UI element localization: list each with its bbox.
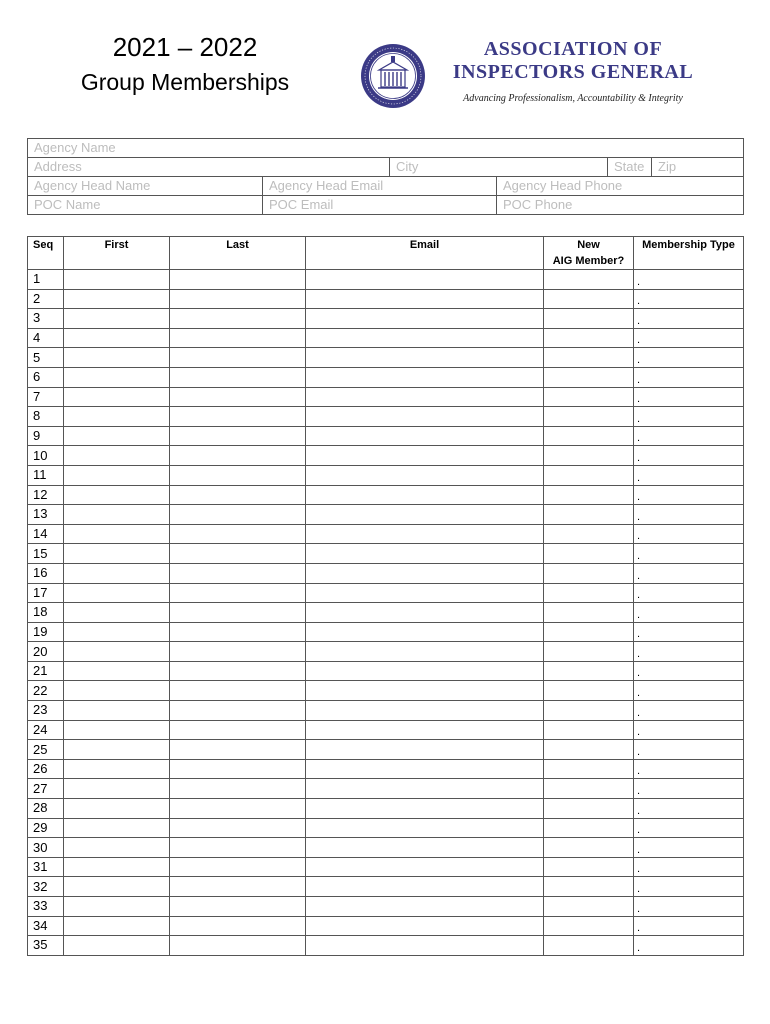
email-cell[interactable]: [306, 916, 544, 936]
membership-type-cell[interactable]: .: [634, 838, 744, 858]
first-name-cell[interactable]: [64, 701, 170, 721]
last-name-cell[interactable]: [170, 642, 306, 662]
last-name-cell[interactable]: [170, 603, 306, 623]
seq-cell: 17: [28, 583, 64, 603]
membership-type-cell[interactable]: .: [634, 857, 744, 877]
seq-cell: 2: [28, 289, 64, 309]
table-row: [28, 779, 744, 799]
first-name-cell[interactable]: [64, 857, 170, 877]
column-header-first: First: [64, 237, 170, 270]
table-row: [28, 426, 744, 446]
first-name-cell[interactable]: [64, 465, 170, 485]
table-header-row: [28, 237, 744, 270]
email-cell[interactable]: [306, 544, 544, 564]
seal-icon: [360, 43, 426, 109]
new-member-cell[interactable]: [544, 563, 634, 583]
new-member-cell[interactable]: [544, 857, 634, 877]
new-member-cell[interactable]: [544, 270, 634, 290]
first-name-cell[interactable]: [64, 877, 170, 897]
seq-cell: 28: [28, 799, 64, 819]
table-row: [28, 740, 744, 760]
new-member-cell[interactable]: [544, 348, 634, 368]
last-name-cell[interactable]: [170, 897, 306, 917]
seq-cell: 6: [28, 367, 64, 387]
email-cell[interactable]: [306, 465, 544, 485]
last-name-cell[interactable]: [170, 701, 306, 721]
new-member-cell[interactable]: [544, 603, 634, 623]
seq-cell: 11: [28, 465, 64, 485]
table-row: [28, 328, 744, 348]
new-member-cell[interactable]: [544, 465, 634, 485]
first-name-cell[interactable]: [64, 505, 170, 525]
seq-cell: 25: [28, 740, 64, 760]
new-member-cell[interactable]: [544, 897, 634, 917]
new-member-cell[interactable]: [544, 583, 634, 603]
seq-cell: 18: [28, 603, 64, 623]
table-row: [28, 485, 744, 505]
seq-cell: 15: [28, 544, 64, 564]
poc-name-field[interactable]: POC Name: [28, 196, 263, 215]
membership-type-cell[interactable]: .: [634, 270, 744, 290]
seq-cell: 31: [28, 857, 64, 877]
email-cell[interactable]: [306, 720, 544, 740]
membership-type-cell[interactable]: .: [634, 426, 744, 446]
membership-type-cell[interactable]: .: [634, 309, 744, 329]
email-cell[interactable]: [306, 426, 544, 446]
seq-cell: 3: [28, 309, 64, 329]
last-name-cell[interactable]: [170, 838, 306, 858]
org-name-line2: INSPECTORS GENERAL: [452, 61, 694, 83]
new-member-cell[interactable]: [544, 426, 634, 446]
membership-type-cell[interactable]: .: [634, 603, 744, 623]
email-cell[interactable]: [306, 485, 544, 505]
membership-type-cell[interactable]: .: [634, 407, 744, 427]
table-row: [28, 563, 744, 583]
last-name-cell[interactable]: [170, 857, 306, 877]
new-member-cell[interactable]: [544, 701, 634, 721]
email-cell[interactable]: [306, 505, 544, 525]
table-row: [28, 681, 744, 701]
city-field[interactable]: City: [390, 158, 608, 177]
membership-type-cell[interactable]: .: [634, 661, 744, 681]
table-row: [28, 936, 744, 956]
email-cell[interactable]: [306, 387, 544, 407]
email-cell[interactable]: [306, 818, 544, 838]
new-member-cell[interactable]: [544, 309, 634, 329]
table-row: [28, 524, 744, 544]
membership-type-cell[interactable]: .: [634, 818, 744, 838]
last-name-cell[interactable]: [170, 446, 306, 466]
last-name-cell[interactable]: [170, 622, 306, 642]
first-name-cell[interactable]: [64, 426, 170, 446]
membership-type-cell[interactable]: .: [634, 485, 744, 505]
last-name-cell[interactable]: [170, 309, 306, 329]
email-cell[interactable]: [306, 740, 544, 760]
agency-head-name-field[interactable]: Agency Head Name: [28, 177, 263, 196]
new-member-cell[interactable]: [544, 446, 634, 466]
first-name-cell[interactable]: [64, 720, 170, 740]
email-cell[interactable]: [306, 563, 544, 583]
last-name-cell[interactable]: [170, 387, 306, 407]
agency-head-email-field[interactable]: Agency Head Email: [263, 177, 497, 196]
email-cell[interactable]: [306, 348, 544, 368]
email-cell[interactable]: [306, 779, 544, 799]
seq-cell: 20: [28, 642, 64, 662]
last-name-cell[interactable]: [170, 407, 306, 427]
first-name-cell[interactable]: [64, 603, 170, 623]
new-member-cell[interactable]: [544, 622, 634, 642]
table-row: [28, 603, 744, 623]
last-name-cell[interactable]: [170, 367, 306, 387]
first-name-cell[interactable]: [64, 759, 170, 779]
last-name-cell[interactable]: [170, 270, 306, 290]
seq-cell: 4: [28, 328, 64, 348]
organization-logo: [443, 38, 703, 104]
membership-type-cell[interactable]: .: [634, 916, 744, 936]
membership-type-cell[interactable]: .: [634, 720, 744, 740]
seq-cell: 1: [28, 270, 64, 290]
first-name-cell[interactable]: [64, 348, 170, 368]
new-member-cell[interactable]: [544, 485, 634, 505]
table-row: [28, 348, 744, 368]
table-row: [28, 544, 744, 564]
table-row: [28, 446, 744, 466]
new-member-cell[interactable]: [544, 818, 634, 838]
table-row: [28, 916, 744, 936]
membership-type-cell[interactable]: .: [634, 936, 744, 956]
seq-cell: 24: [28, 720, 64, 740]
new-member-cell[interactable]: [544, 720, 634, 740]
new-member-cell[interactable]: [544, 799, 634, 819]
email-cell[interactable]: [306, 583, 544, 603]
membership-type-cell[interactable]: .: [634, 622, 744, 642]
table-row: [28, 367, 744, 387]
first-name-cell[interactable]: [64, 681, 170, 701]
last-name-cell[interactable]: [170, 524, 306, 544]
email-cell[interactable]: [306, 367, 544, 387]
first-name-cell[interactable]: [64, 818, 170, 838]
title-year: 2021 – 2022: [112, 32, 258, 62]
first-name-cell[interactable]: [64, 387, 170, 407]
email-cell[interactable]: [306, 877, 544, 897]
email-cell[interactable]: [306, 270, 544, 290]
membership-type-cell[interactable]: .: [634, 642, 744, 662]
seq-cell: 27: [28, 779, 64, 799]
membership-type-cell[interactable]: .: [634, 740, 744, 760]
membership-type-cell[interactable]: .: [634, 544, 744, 564]
seq-cell: 5: [28, 348, 64, 368]
last-name-cell[interactable]: [170, 779, 306, 799]
new-member-cell[interactable]: [544, 407, 634, 427]
seq-cell: 8: [28, 407, 64, 427]
table-row: [28, 661, 744, 681]
table-row: [28, 505, 744, 525]
address-field[interactable]: Address: [28, 158, 390, 177]
seq-cell: 21: [28, 661, 64, 681]
first-name-cell[interactable]: [64, 622, 170, 642]
seq-cell: 16: [28, 563, 64, 583]
membership-type-cell[interactable]: .: [634, 465, 744, 485]
new-member-cell[interactable]: [544, 838, 634, 858]
last-name-cell[interactable]: [170, 505, 306, 525]
page-title: [40, 30, 330, 98]
membership-type-cell[interactable]: .: [634, 328, 744, 348]
new-member-cell[interactable]: [544, 877, 634, 897]
last-name-cell[interactable]: [170, 289, 306, 309]
last-name-cell[interactable]: [170, 583, 306, 603]
email-cell[interactable]: [306, 289, 544, 309]
first-name-cell[interactable]: [64, 524, 170, 544]
table-row: [28, 877, 744, 897]
org-name-line1: ASSOCIATION OF: [483, 38, 663, 60]
first-name-cell[interactable]: [64, 407, 170, 427]
first-name-cell[interactable]: [64, 740, 170, 760]
first-name-cell[interactable]: [64, 661, 170, 681]
email-cell[interactable]: [306, 446, 544, 466]
table-row: [28, 622, 744, 642]
membership-type-cell[interactable]: .: [634, 524, 744, 544]
last-name-cell[interactable]: [170, 485, 306, 505]
table-row: [28, 759, 744, 779]
seq-cell: 34: [28, 916, 64, 936]
email-cell[interactable]: [306, 309, 544, 329]
last-name-cell[interactable]: [170, 544, 306, 564]
membership-type-cell[interactable]: .: [634, 348, 744, 368]
table-row: [28, 387, 744, 407]
email-cell[interactable]: [306, 838, 544, 858]
membership-type-cell[interactable]: .: [634, 563, 744, 583]
first-name-cell[interactable]: [64, 446, 170, 466]
table-row: [28, 720, 744, 740]
table-row: [28, 838, 744, 858]
first-name-cell[interactable]: [64, 642, 170, 662]
last-name-cell[interactable]: [170, 661, 306, 681]
last-name-cell[interactable]: [170, 465, 306, 485]
table-row: [28, 799, 744, 819]
table-row: [28, 857, 744, 877]
last-name-cell[interactable]: [170, 916, 306, 936]
seq-cell: 30: [28, 838, 64, 858]
email-cell[interactable]: [306, 936, 544, 956]
last-name-cell[interactable]: [170, 328, 306, 348]
last-name-cell[interactable]: [170, 877, 306, 897]
first-name-cell[interactable]: [64, 270, 170, 290]
email-cell[interactable]: [306, 622, 544, 642]
first-name-cell[interactable]: [64, 936, 170, 956]
new-member-cell[interactable]: [544, 289, 634, 309]
email-cell[interactable]: [306, 897, 544, 917]
seq-cell: 10: [28, 446, 64, 466]
table-row: [28, 583, 744, 603]
seq-cell: 19: [28, 622, 64, 642]
org-tagline: Advancing Professionalism, Accountability & Integrity: [463, 93, 683, 104]
first-name-cell[interactable]: [64, 563, 170, 583]
membership-type-cell[interactable]: .: [634, 367, 744, 387]
table-row: [28, 897, 744, 917]
title-subtitle: Group Memberships: [80, 69, 290, 95]
table-row: [28, 701, 744, 721]
membership-type-cell[interactable]: .: [634, 289, 744, 309]
seq-cell: 13: [28, 505, 64, 525]
new-member-cell[interactable]: [544, 779, 634, 799]
email-cell[interactable]: [306, 328, 544, 348]
membership-type-cell[interactable]: .: [634, 505, 744, 525]
new-member-cell[interactable]: [544, 759, 634, 779]
seq-cell: 32: [28, 877, 64, 897]
new-member-cell[interactable]: [544, 328, 634, 348]
membership-type-cell[interactable]: .: [634, 759, 744, 779]
first-name-cell[interactable]: [64, 916, 170, 936]
first-name-cell[interactable]: [64, 485, 170, 505]
poc-email-field[interactable]: POC Email: [263, 196, 497, 215]
seq-cell: 33: [28, 897, 64, 917]
membership-type-cell[interactable]: .: [634, 701, 744, 721]
first-name-cell[interactable]: [64, 367, 170, 387]
seq-cell: 23: [28, 701, 64, 721]
membership-type-cell[interactable]: .: [634, 877, 744, 897]
seq-cell: 35: [28, 936, 64, 956]
membership-type-cell[interactable]: .: [634, 387, 744, 407]
seq-cell: 9: [28, 426, 64, 446]
seq-cell: 22: [28, 681, 64, 701]
first-name-cell[interactable]: [64, 289, 170, 309]
email-cell[interactable]: [306, 759, 544, 779]
state-field[interactable]: State: [608, 158, 652, 177]
last-name-cell[interactable]: [170, 740, 306, 760]
new-member-cell[interactable]: [544, 387, 634, 407]
column-header-new-member: [544, 237, 634, 270]
first-name-cell[interactable]: [64, 309, 170, 329]
table-row: [28, 309, 744, 329]
last-name-cell[interactable]: [170, 426, 306, 446]
column-header-last: Last: [170, 237, 306, 270]
seq-cell: 26: [28, 759, 64, 779]
last-name-cell[interactable]: [170, 681, 306, 701]
membership-type-cell[interactable]: .: [634, 779, 744, 799]
last-name-cell[interactable]: [170, 759, 306, 779]
first-name-cell[interactable]: [64, 328, 170, 348]
table-row: [28, 818, 744, 838]
column-header-email: Email: [306, 237, 544, 270]
new-member-cell[interactable]: [544, 524, 634, 544]
new-member-line2: AIG Member?: [552, 255, 625, 267]
agency-name-field[interactable]: Agency Name: [28, 139, 744, 158]
table-row: [28, 407, 744, 427]
email-cell[interactable]: [306, 701, 544, 721]
table-row: [28, 465, 744, 485]
email-cell[interactable]: [306, 857, 544, 877]
email-cell[interactable]: [306, 661, 544, 681]
new-member-line1: New: [577, 239, 600, 251]
membership-type-cell[interactable]: .: [634, 446, 744, 466]
seq-cell: 12: [28, 485, 64, 505]
column-header-membership-type: Membership Type: [634, 237, 744, 270]
seq-cell: 7: [28, 387, 64, 407]
email-cell[interactable]: [306, 603, 544, 623]
table-row: [28, 270, 744, 290]
new-member-cell[interactable]: [544, 681, 634, 701]
new-member-cell[interactable]: [544, 367, 634, 387]
last-name-cell[interactable]: [170, 720, 306, 740]
email-cell[interactable]: [306, 407, 544, 427]
membership-type-cell[interactable]: .: [634, 799, 744, 819]
email-cell[interactable]: [306, 642, 544, 662]
first-name-cell[interactable]: [64, 544, 170, 564]
first-name-cell[interactable]: [64, 897, 170, 917]
membership-type-cell[interactable]: .: [634, 583, 744, 603]
new-member-cell[interactable]: [544, 740, 634, 760]
column-header-seq: Seq: [28, 237, 64, 270]
new-member-cell[interactable]: [544, 661, 634, 681]
agency-head-phone-field[interactable]: Agency Head Phone: [497, 177, 744, 196]
seq-cell: 14: [28, 524, 64, 544]
email-cell[interactable]: [306, 524, 544, 544]
last-name-cell[interactable]: [170, 936, 306, 956]
poc-phone-field[interactable]: POC Phone: [497, 196, 744, 215]
email-cell[interactable]: [306, 799, 544, 819]
email-cell[interactable]: [306, 681, 544, 701]
table-row: [28, 289, 744, 309]
new-member-cell[interactable]: [544, 505, 634, 525]
new-member-cell[interactable]: [544, 936, 634, 956]
members-table: [27, 236, 744, 956]
last-name-cell[interactable]: [170, 563, 306, 583]
last-name-cell[interactable]: [170, 818, 306, 838]
table-row: [28, 642, 744, 662]
membership-type-cell[interactable]: .: [634, 681, 744, 701]
first-name-cell[interactable]: [64, 583, 170, 603]
new-member-cell[interactable]: [544, 642, 634, 662]
zip-field[interactable]: Zip: [652, 158, 744, 177]
first-name-cell[interactable]: [64, 799, 170, 819]
new-member-cell[interactable]: [544, 916, 634, 936]
last-name-cell[interactable]: [170, 348, 306, 368]
last-name-cell[interactable]: [170, 799, 306, 819]
first-name-cell[interactable]: [64, 779, 170, 799]
agency-info-form: [27, 138, 744, 215]
membership-type-cell[interactable]: .: [634, 897, 744, 917]
seq-cell: 29: [28, 818, 64, 838]
first-name-cell[interactable]: [64, 838, 170, 858]
new-member-cell[interactable]: [544, 544, 634, 564]
